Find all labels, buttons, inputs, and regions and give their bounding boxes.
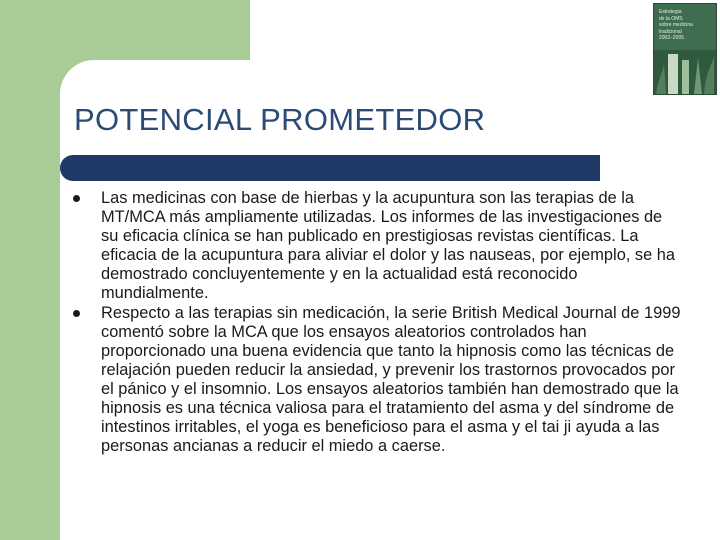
title-underline-bar <box>60 155 600 181</box>
bullet-dot-icon <box>73 195 80 202</box>
cover-text-line: sobre medicina <box>659 22 693 28</box>
plant-illustration-icon <box>654 50 716 94</box>
bullet-item <box>73 189 683 304</box>
cover-text-line: 2002–2005 <box>659 35 685 41</box>
bullet-text: Respecto a las terapias sin medicación, la serie British Medical Journal de 1999 comentó sobre la MCA que los ensayos aleatorios controlados han proporcionado una buena evidencia que tanto la hipnosis como las técnicas de relajación pueden reducir la ansiedad, y prevenir los trastornos provocados por el pánico y el insomnio. Los ensayos aleatorios también han demostrado que la hipnosis es una técnica valiosa para el tratamiento del asma y del síndrome de intestinos irritables, el yoga es beneficioso para el asma y el tai ji ayuda a las personas ancianas a reducir el miedo a caerse. <box>101 303 681 456</box>
bullet-list <box>73 189 683 456</box>
decor-green-strip <box>0 0 60 540</box>
bullet-text: Las medicinas con base de hierbas y la acupuntura son las terapias de la MT/MCA más ampliamente utilizadas. Los informes de las investigaciones de su eficacia clínica se han publicado en prestigiosas revistas científicas. La eficacia de la acupuntura para aliviar el dolor y las nauseas, por ejemplo, se ha demostrado concluyentemente y en la actualidad está reconocido mundialmente. <box>101 189 676 303</box>
bullet-dot-icon <box>73 310 80 317</box>
slide-title: POTENCIAL PROMETEDOR <box>74 102 486 137</box>
report-cover-thumbnail <box>653 3 717 95</box>
bullet-item <box>73 304 683 457</box>
cover-text <box>659 9 713 42</box>
cover-text-line: de la OMS <box>659 15 683 22</box>
cover-text-line: Estrategia <box>659 9 682 15</box>
cover-text-line: tradicional <box>659 28 682 35</box>
